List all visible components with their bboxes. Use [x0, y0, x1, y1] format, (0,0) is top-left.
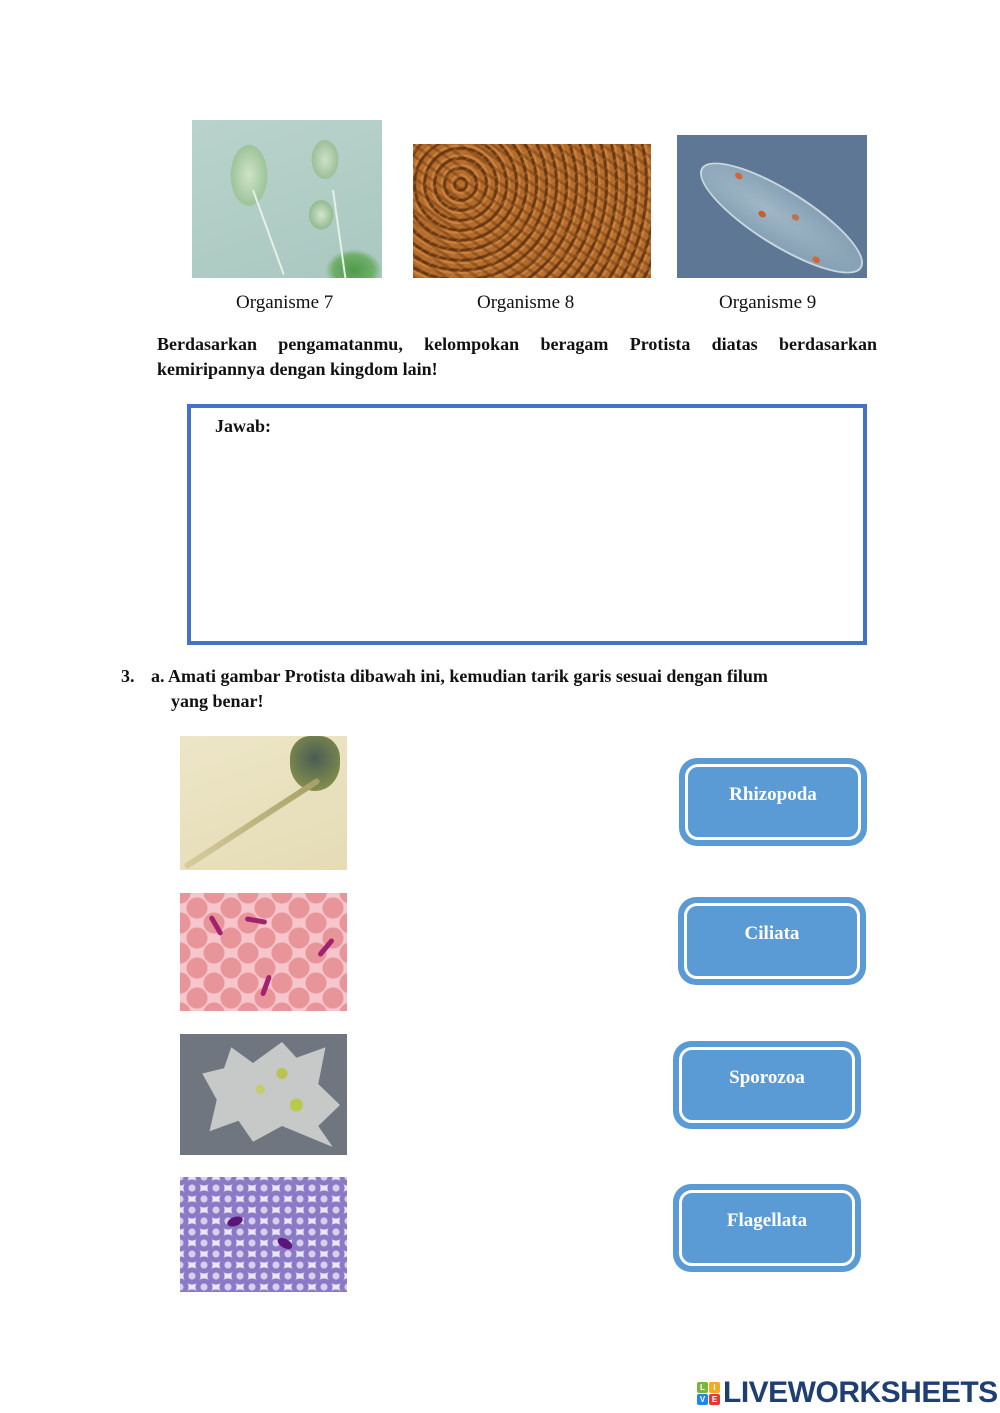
organism-8-image: [413, 144, 651, 278]
trypanosoma-image[interactable]: [180, 893, 347, 1011]
amoeba-image[interactable]: [180, 1034, 347, 1155]
liveworksheets-logo: [697, 1378, 998, 1408]
answer-box[interactable]: [187, 404, 867, 645]
phylum-flagellata-button[interactable]: [673, 1184, 861, 1272]
organism-9-caption: Organisme 9: [719, 292, 817, 313]
answer-label: Jawab:: [215, 416, 272, 436]
live-tiles-icon: L I V E: [697, 1382, 720, 1405]
stentor-image[interactable]: [180, 736, 347, 870]
phylum-label: Sporozoa: [729, 1067, 805, 1088]
logo-text: LIVEWORKSHEETS: [723, 1376, 998, 1409]
question-3-line1: a. Amati gambar Protista dibawah ini, kemudian tarik garis sesuai dengan filum: [151, 666, 768, 686]
phylum-sporozoa-button[interactable]: [673, 1041, 861, 1129]
question-2-text: Berdasarkan pengamatanmu, kelompokan beragam Protista diatas berdasarkan kemiripannya dengan kingdom lain!: [157, 334, 877, 379]
organism-8-caption: Organisme 8: [477, 292, 575, 313]
organism-7-caption: Organisme 7: [236, 292, 334, 313]
phylum-label: Flagellata: [726, 1210, 808, 1231]
phylum-label: Rhizopoda: [729, 784, 817, 805]
phylum-label: Ciliata: [744, 923, 800, 944]
question-3-line2: yang benar!: [171, 691, 264, 711]
organism-7-image: [192, 120, 382, 278]
organism-9-image: [677, 135, 867, 278]
phylum-rhizopoda-button[interactable]: [679, 758, 867, 846]
question-3-number: 3.: [121, 666, 135, 686]
plasmodium-image[interactable]: [180, 1177, 347, 1292]
phylum-ciliata-button[interactable]: [678, 897, 866, 985]
